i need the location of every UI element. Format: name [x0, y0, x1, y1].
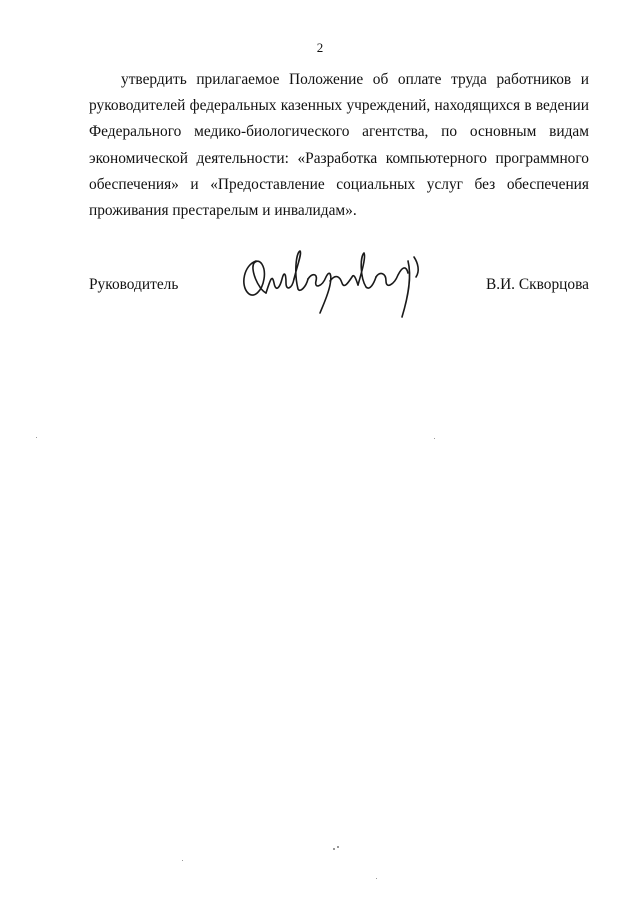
scan-speck [333, 848, 335, 850]
signatory-role: Руководитель [89, 276, 179, 293]
scan-speck [376, 878, 377, 879]
scan-speck [337, 846, 339, 848]
handwritten-signature [236, 243, 426, 323]
page-number: 2 [316, 40, 324, 55]
signatory-name: В.И. Скворцова [485, 276, 589, 293]
scan-speck [434, 438, 435, 439]
body-paragraph: утвердить прилагаемое Положение об оплате труда работников и руководителей федеральных казенных учреждений, находящихся в ведении Федерального медико-биологического агентства, по основным видам экономической деятельности: «Разработка компьютерного программного обеспечения» и «Предоставление социальных услуг без обеспечения проживания престарелым и инвалидам». [89, 71, 589, 220]
scan-speck [36, 437, 37, 438]
scan-speck [182, 860, 183, 861]
